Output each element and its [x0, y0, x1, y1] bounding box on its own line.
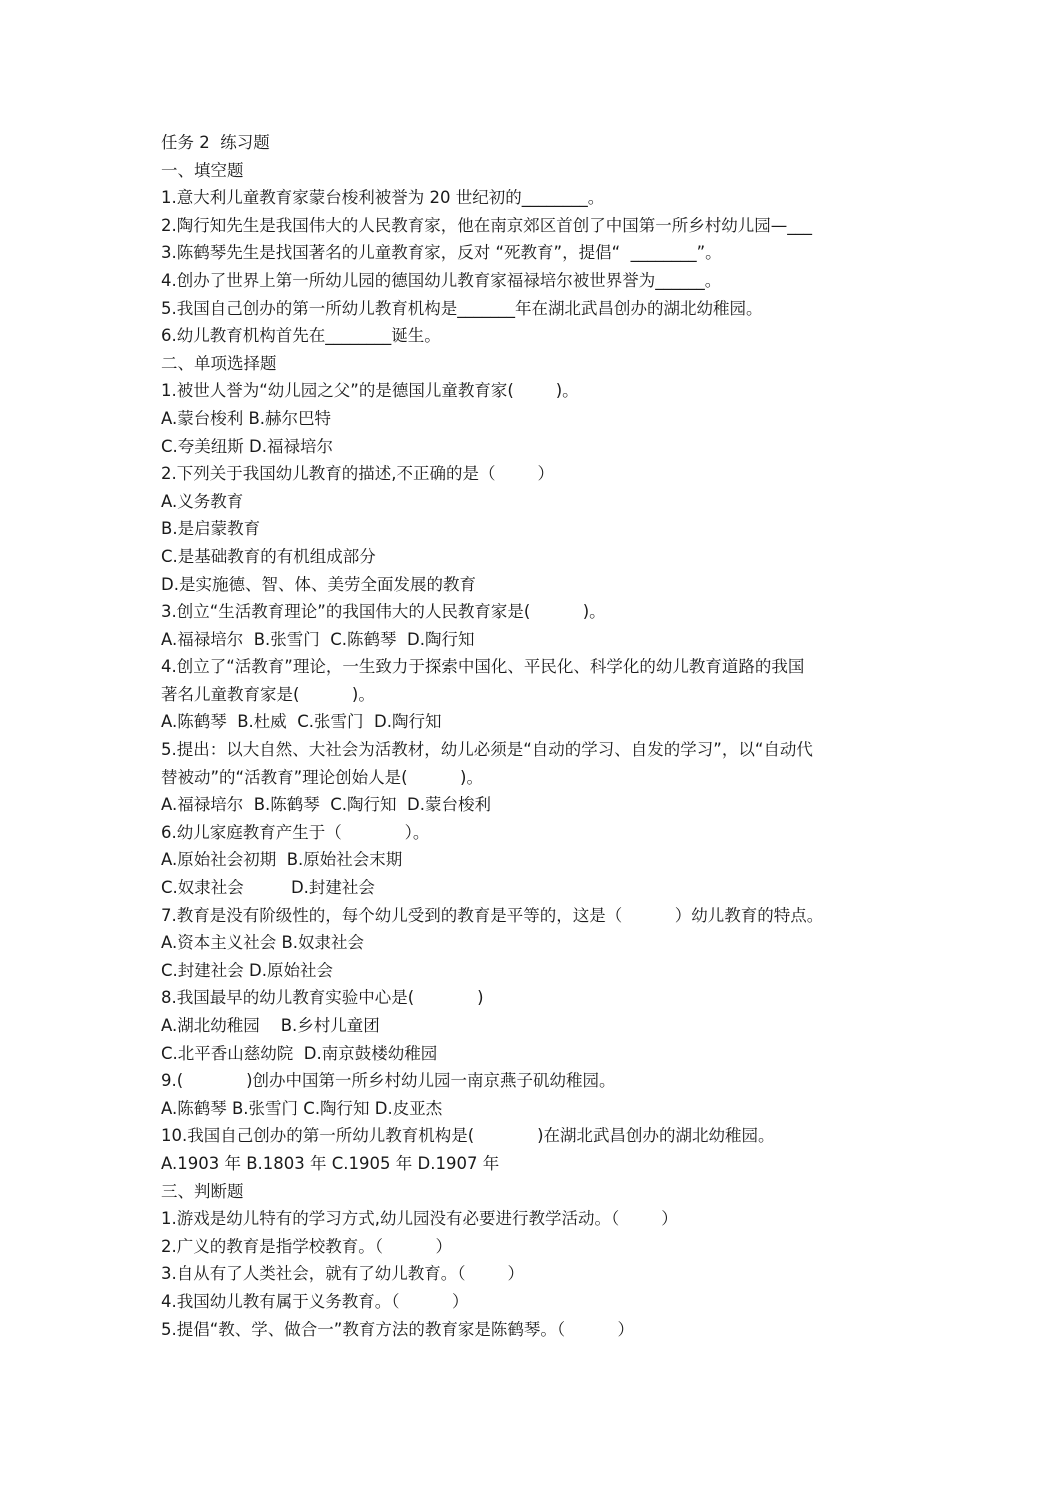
option-line: A.陈鹤琴 B.杜威 C.张雪门 D.陶行知 [161, 712, 442, 732]
option-line: C.北平香山慈幼院 D.南京鼓楼幼稚园 [161, 1043, 438, 1063]
question-line: 6.幼儿教育机构首先在________诞生。 [161, 326, 441, 346]
question-line: 10.我国自己创办的第一所幼儿教育机构是( )在湖北武昌创办的湖北幼稚园。 [161, 1126, 775, 1146]
question-line: 5.提出：以大自然、大社会为活教材，幼儿必须是“自动的学习、自发的学习”，以“自动代 [161, 740, 813, 760]
option-line: C.封建社会 D.原始社会 [161, 960, 333, 980]
section-single-choice [161, 350, 921, 1178]
question-line: 1.意大利儿童教育家蒙台梭利被誉为 20 世纪初的________。 [161, 188, 605, 208]
option-line: A.陈鹤琴 B.张雪门 C.陶行知 D.皮亚杰 [161, 1098, 443, 1118]
option-line: A.湖北幼稚园 B.乡村儿童团 [161, 1016, 380, 1035]
option-line: A.福禄培尔 B.张雪门 C.陈鹤琴 D.陶行知 [161, 629, 475, 649]
option-line: A.资本主义社会 B.奴隶社会 [161, 933, 365, 953]
section-heading: 三、判断题 [161, 1181, 244, 1201]
question-line: 6.幼儿家庭教育产生于（ ）。 [161, 822, 430, 842]
question-line: 替被动”的“活教育”理论创始人是( )。 [161, 767, 483, 787]
question-line: 4.创立了“活教育”理论，一生致力于探索中国化、平民化、科学化的幼儿教育道路的我国 [161, 657, 805, 677]
question-line: 4.创办了世界上第一所幼儿园的德国幼儿教育家福禄培尔被世界誉为______。 [161, 270, 722, 290]
section-true-false [161, 1178, 921, 1344]
question-line: 3.创立“生活教育理论”的我国伟大的人民教育家是( )。 [161, 602, 606, 622]
question-line: 著名儿童教育家是( )。 [161, 684, 375, 704]
question-line: 8.我国最早的幼儿教育实验中心是( ) [161, 988, 484, 1008]
question-line: 1.游戏是幼儿特有的学习方式,幼儿园没有必要进行教学活动。（ ） [161, 1209, 678, 1229]
option-line: B.是启蒙教育 [161, 519, 261, 539]
option-line: C.是基础教育的有机组成部分 [161, 546, 376, 566]
question-line: 7.教育是没有阶级性的，每个幼儿受到的教育是平等的，这是（ ）幼儿教育的特点。 [161, 905, 824, 925]
option-line: D.是实施德、智、体、美劳全面发展的教育 [161, 574, 476, 594]
option-line: A.福禄培尔 B.陈鹤琴 C.陶行知 D.蒙台梭利 [161, 795, 491, 815]
question-line: 4.我国幼儿教有属于义务教育。（ ） [161, 1291, 469, 1311]
option-line: C.夸美纽斯 D.福禄培尔 [161, 436, 333, 456]
option-line: C.奴隶社会 D.封建社会 [161, 878, 375, 898]
section-fill-in-blanks [161, 157, 921, 350]
question-line: 3.陈鹤琴先生是找国著名的儿童教育家，反对 “死教育”，提倡“ ________”。 [161, 243, 722, 263]
question-line: 9.( )创办中国第一所乡村幼儿园一南京燕子矶幼稚园。 [161, 1071, 616, 1091]
option-line: A.义务教育 [161, 491, 244, 511]
section-heading: 一、填空题 [161, 160, 244, 180]
option-line: A.蒙台梭利 B.赫尔巴特 [161, 408, 332, 428]
document-page [161, 129, 921, 1343]
question-line: 2.陶行知先生是我国伟大的人民教育家，他在南京郊区首创了中国第一所乡村幼儿园—___ [161, 215, 812, 235]
question-line: 5.我国自己创办的第一所幼儿教育机构是_______年在湖北武昌创办的湖北幼稚园。 [161, 298, 763, 318]
question-line: 5.提倡“教、学、做合一”教育方法的教育家是陈鹤琴。（ ） [161, 1319, 635, 1339]
question-line: 2.广义的教育是指学校教育。（ ） [161, 1236, 452, 1256]
question-line: 1.被世人誉为“幼儿园之父”的是德国儿童教育家( )。 [161, 381, 579, 401]
question-line: 2.下列关于我国幼儿教育的描述,不正确的是（ ） [161, 464, 554, 484]
option-line: A.原始社会初期 B.原始社会末期 [161, 850, 403, 870]
section-heading: 二、单项选择题 [161, 353, 277, 373]
document-title: 任务 2 练习题 [161, 133, 270, 152]
question-line: 3.自从有了人类社会，就有了幼儿教育。（ ） [161, 1264, 524, 1284]
option-line: A.1903 年 B.1803 年 C.1905 年 D.1907 年 [161, 1153, 500, 1173]
